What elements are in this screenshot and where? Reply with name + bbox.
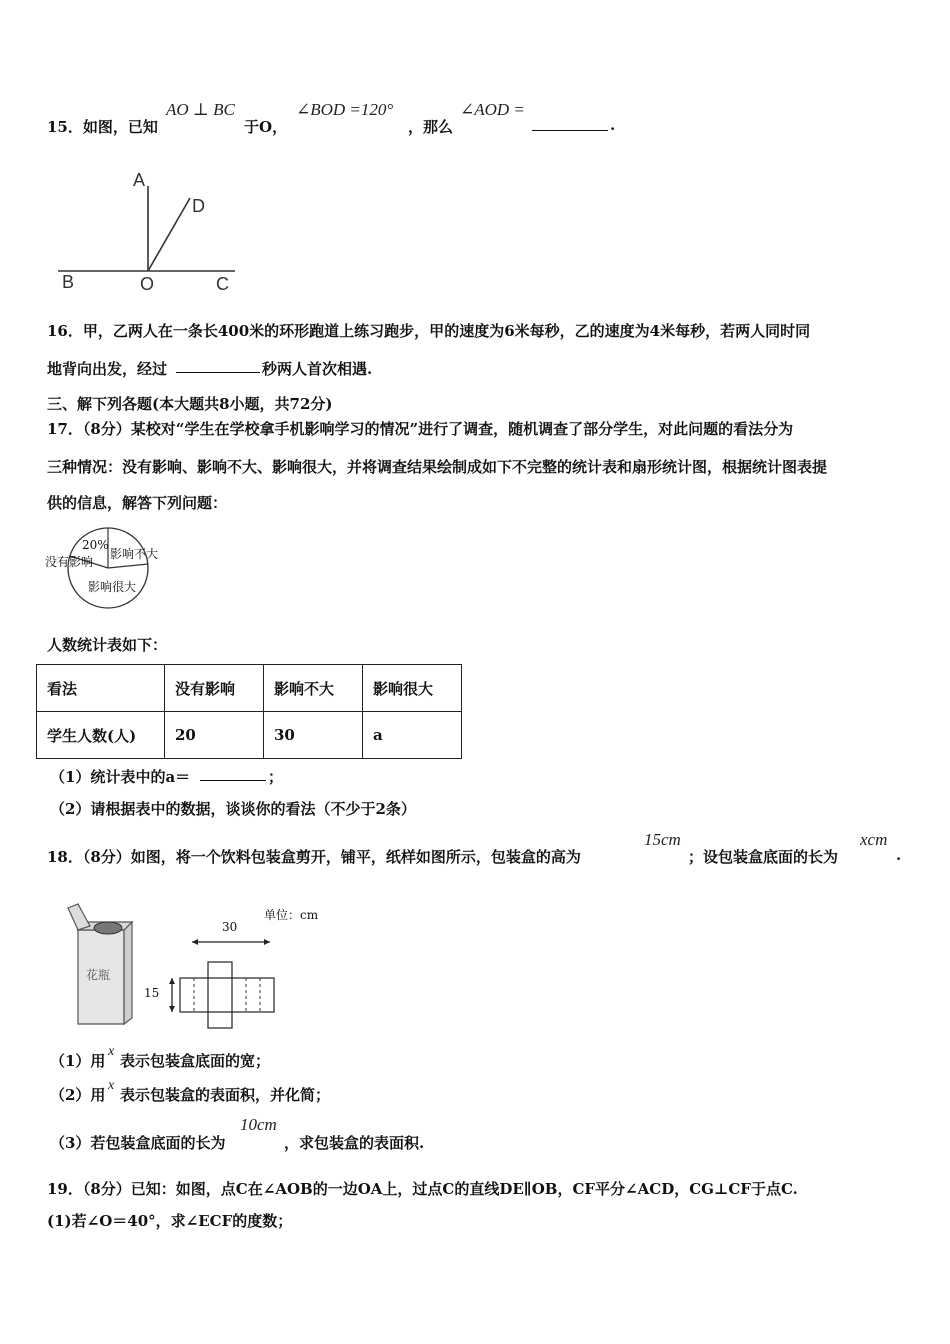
q17-line2: 三种情况：没有影响、影响不大、影响很大，并将调查结果绘制成如下不完整的统计表和扇形统计图，根据统计图表提 [47, 458, 828, 476]
q15-label-o: O [140, 274, 155, 294]
q15-math-aod: ∠AOD = [460, 100, 525, 119]
q18-sub2-x: x [108, 1078, 115, 1093]
q18-math-xcm: xcm [860, 830, 888, 849]
q17-line1: 17．（8分）某校对“学生在学校拿手机影响学习的情况”进行了调查，随机调查了部分学生，对此问题的看法分为 [47, 420, 794, 438]
q15-math-perp: AO ⊥ BC [166, 100, 235, 119]
q17-pie-pct: 20% [82, 538, 109, 552]
q17-sub1a: （1）统计表中的a＝ [50, 768, 191, 786]
q16-line1: 16．甲，乙两人在一条长400米的环形跑道上练习跑步，甲的速度为6米每秒，乙的速度为4米每秒，若两人同时同 [47, 322, 811, 340]
table-header-cell: 看法 [37, 665, 165, 712]
q15-label-a: A [133, 170, 146, 190]
q18-sub1-x: x [108, 1044, 115, 1059]
q18-sub1b: 表示包装盒底面的宽； [120, 1052, 271, 1070]
q18-line1a: 18．（8分）如图，将一个饮料包装盒剪开，铺平，纸样如图所示，包装盒的高为 [47, 848, 581, 866]
q18-line1b: ；设包装盒底面的长为 [688, 848, 839, 866]
table-header-cell: 没有影响 [165, 665, 264, 712]
q16-answer-blank[interactable] [176, 358, 260, 377]
q15-math-bod: ∠BOD =120° [296, 100, 394, 119]
q18-math-10cm: 10cm [240, 1115, 277, 1134]
q18-sub1a: （1）用 [50, 1052, 106, 1070]
q19-line1: 19．（8分）已知：如图，点C在∠AOB的一边OA上，过点C的直线DE∥OB，CF平分∠ACD，CG⊥CF于点C. [47, 1180, 798, 1198]
q18-sub3a: （3）若包装盒底面的长为 [50, 1134, 226, 1152]
q17-sub1b: ； [268, 768, 284, 786]
q18-line1c: . [896, 846, 902, 864]
q17-pie-big: 影响很大 [88, 580, 137, 594]
q18-sub2a: （2）用 [50, 1086, 106, 1104]
table-cell: 30 [264, 712, 363, 759]
table-cell: a [363, 712, 462, 759]
q17-pie-small: 影响不大 [110, 547, 159, 561]
q18-fig-width: 30 [222, 920, 238, 934]
q15-end: . [610, 116, 616, 134]
q17-table-title: 人数统计表如下： [47, 636, 168, 654]
q18-sub2b: 表示包装盒的表面积，并化简； [120, 1086, 331, 1104]
q16-line2b: 秒两人首次相遇. [262, 360, 373, 378]
q18-math-15cm: 15cm [644, 830, 681, 849]
q15-label-c: C [216, 274, 229, 294]
q17-stat-table [36, 664, 462, 759]
table-row [37, 712, 462, 759]
q18-fig-height: 15 [144, 986, 160, 1000]
q16-line2a: 地背向出发，经过 [47, 360, 168, 378]
q19-line2: (1)若∠O＝40°，求∠ECF的度数； [47, 1212, 293, 1230]
q15-prefix: 15．如图，已知 [47, 118, 158, 136]
q15-answer-blank[interactable] [532, 116, 608, 135]
q18-sub3b: ，求包装盒的表面积. [284, 1134, 425, 1152]
table-header-cell: 影响很大 [363, 665, 462, 712]
table-row [37, 665, 462, 712]
table-cell: 学生人数(人) [37, 712, 165, 759]
q17-sub2: （2）请根据表中的数据，谈谈你的看法（不少于2条） [50, 800, 416, 818]
section-3-heading: 三、解下列各题(本大题共8小题，共72分) [47, 395, 333, 413]
q17-sub1-blank[interactable] [200, 766, 266, 785]
q15-label-d: D [192, 196, 205, 216]
q18-fig-box-label: 花瓶 [86, 968, 111, 982]
table-header-cell: 影响不大 [264, 665, 363, 712]
q18-fig-unit: 单位：cm [264, 908, 319, 922]
q17-pie-none: 没有影响 [45, 555, 94, 569]
q15-mid: 于O， [244, 118, 288, 136]
q15-mid2: ，那么 [408, 118, 454, 136]
q15-label-b: B [62, 272, 75, 292]
q17-pie-chart [66, 520, 152, 620]
q17-line3: 供的信息，解答下列问题： [47, 494, 228, 512]
table-cell: 20 [165, 712, 264, 759]
